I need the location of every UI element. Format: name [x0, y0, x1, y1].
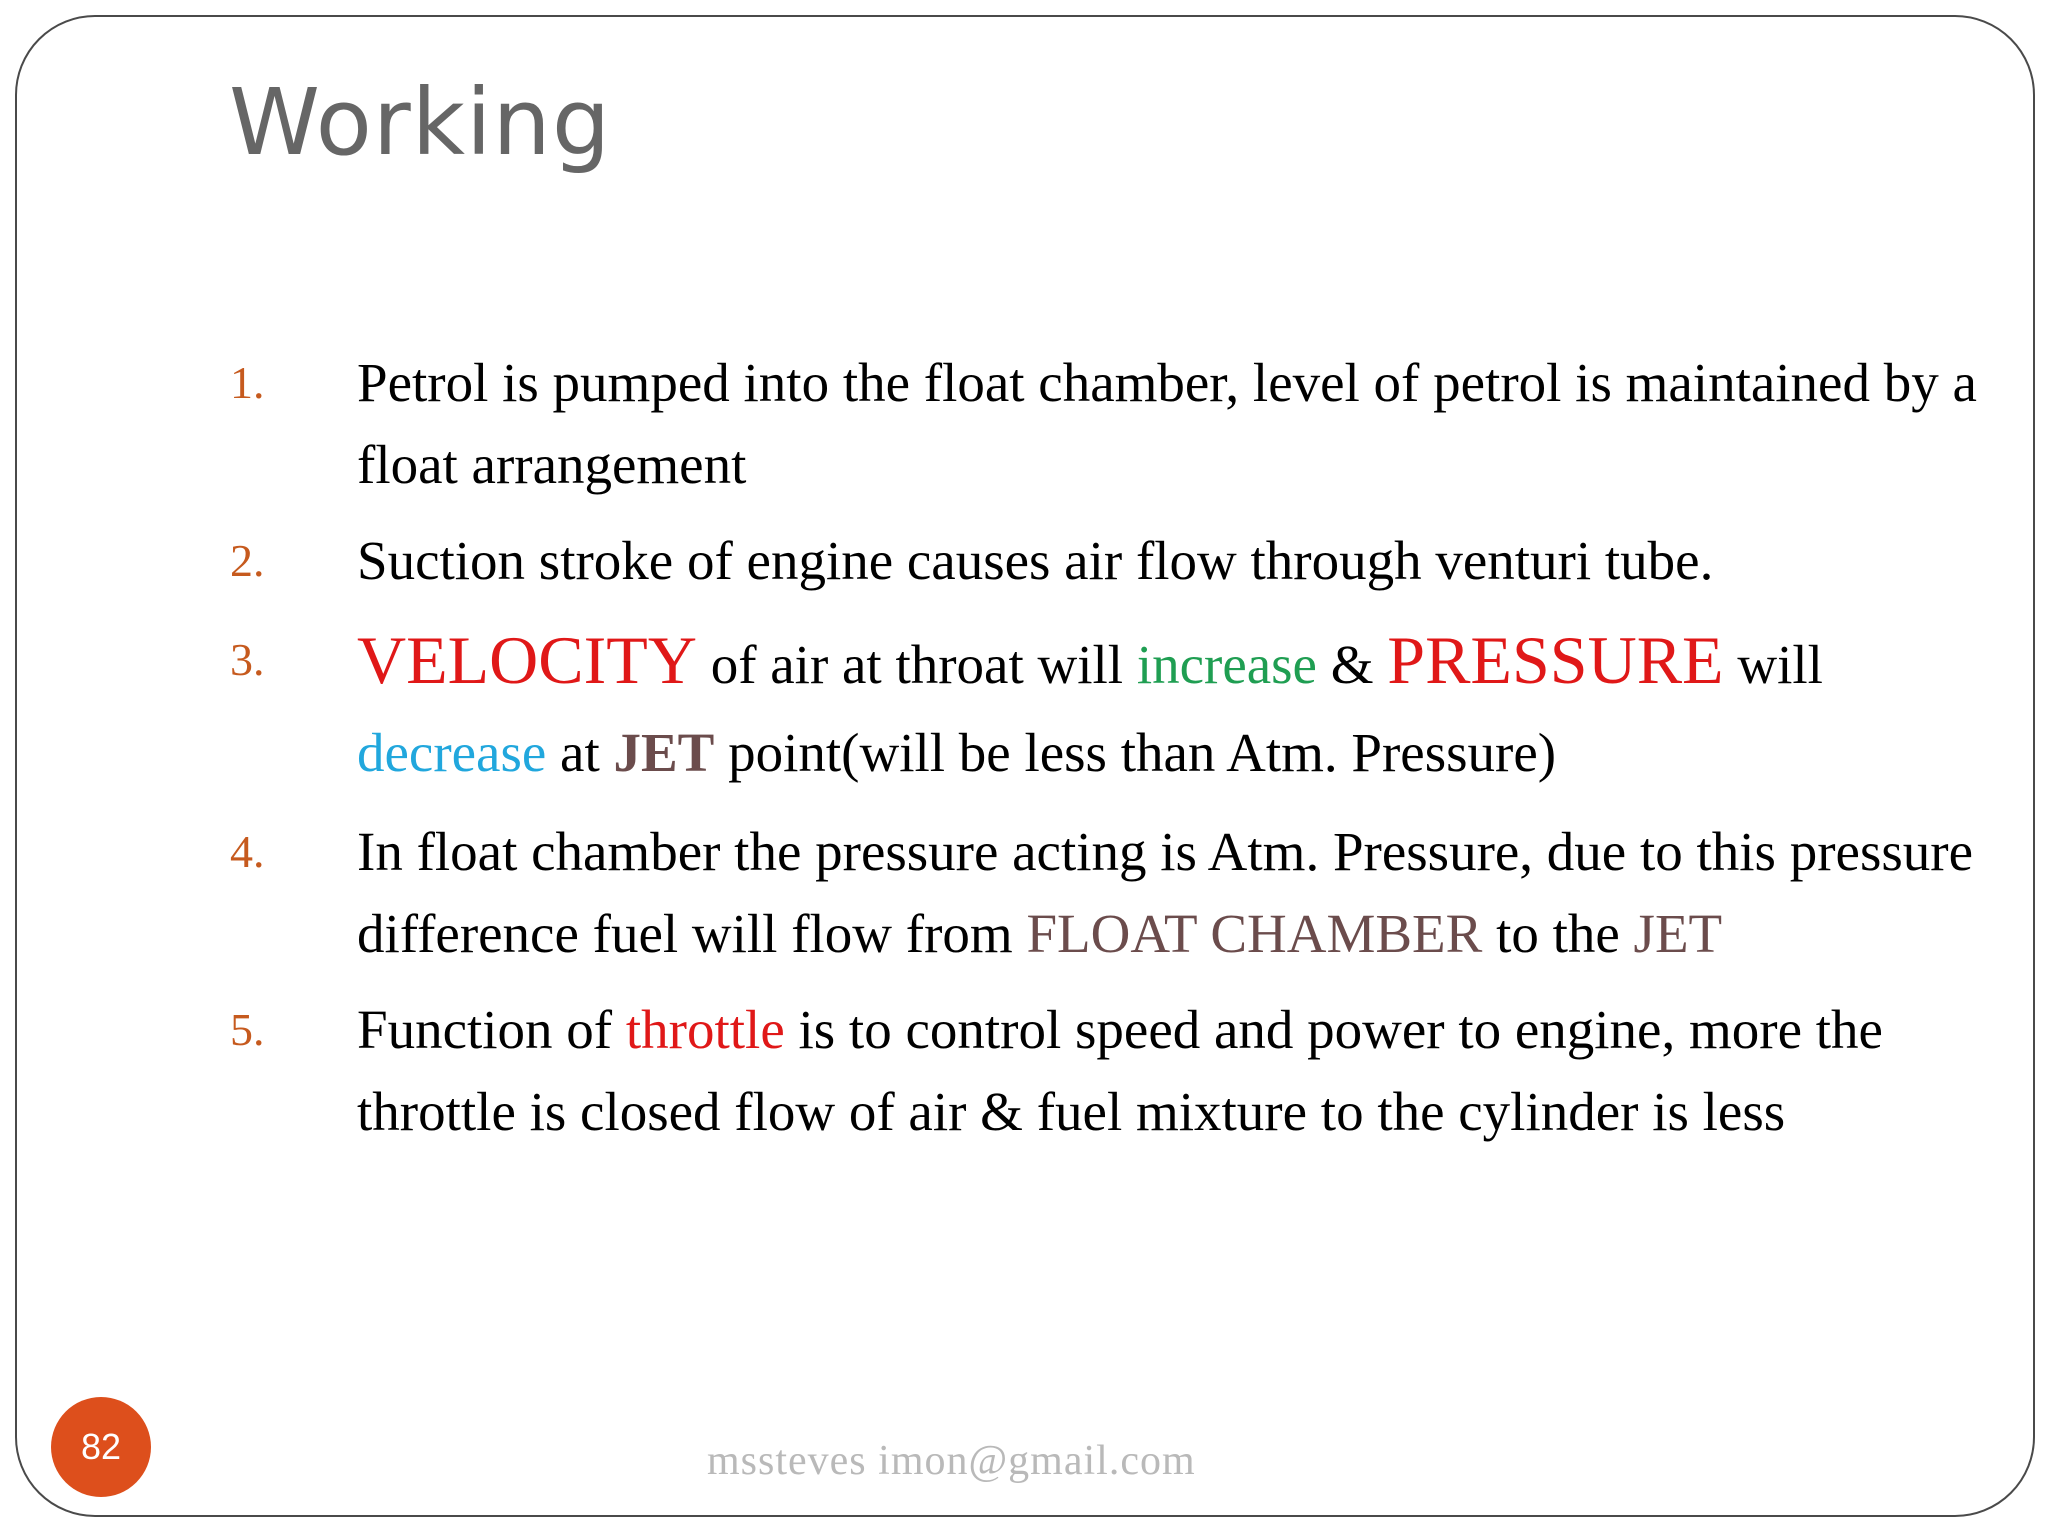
jet-highlight: JET	[613, 722, 715, 783]
item-text: Petrol is pumped into the float chamber, level of petrol is maintained by a float arrangement	[357, 352, 1977, 495]
item-number: 2.	[230, 535, 265, 586]
item-text: point(will be less than Atm. Pressure)	[714, 722, 1557, 783]
item-text: will	[1723, 634, 1823, 695]
item-text: In float chamber the pressure acting is Atm. Pressure, due to this pressure difference fuel will flow from	[357, 821, 1973, 964]
page-number-badge: 82	[51, 1397, 151, 1497]
slide-title: Working	[229, 69, 612, 176]
list-item-4	[230, 811, 1980, 975]
list-item-5	[230, 989, 1980, 1153]
increase-highlight: increase	[1136, 634, 1317, 695]
item-text: &	[1316, 634, 1388, 695]
item-number: 1.	[230, 357, 265, 408]
velocity-highlight: VELOCITY	[357, 622, 697, 698]
list-item-3	[230, 616, 1980, 797]
pressure-highlight: PRESSURE	[1387, 622, 1724, 698]
steps-list	[230, 342, 1980, 1167]
list-item-1	[230, 342, 1980, 506]
item-number: 3.	[230, 634, 265, 685]
item-text: Function of	[357, 999, 626, 1060]
decrease-highlight: decrease	[357, 722, 547, 783]
jet-highlight: JET	[1633, 903, 1723, 964]
item-text: is to control speed and power to engine, more the throttle is closed flow of air & fuel mixture to the cylinder is less	[357, 999, 1883, 1142]
item-text: Suction stroke of engine causes air flow through venturi tube.	[357, 530, 1714, 591]
item-number: 5.	[230, 1004, 265, 1055]
footer-email: mssteves imon@gmail.com	[707, 1438, 1196, 1484]
item-text: of air at throat will	[696, 634, 1137, 695]
item-text: to the	[1482, 903, 1634, 964]
list-item-2	[230, 520, 1980, 602]
item-text: at	[546, 722, 614, 783]
float-chamber-highlight: FLOAT CHAMBER	[1026, 903, 1483, 964]
throttle-highlight: throttle	[625, 999, 785, 1060]
slide	[15, 15, 2035, 1517]
item-number: 4.	[230, 826, 265, 877]
